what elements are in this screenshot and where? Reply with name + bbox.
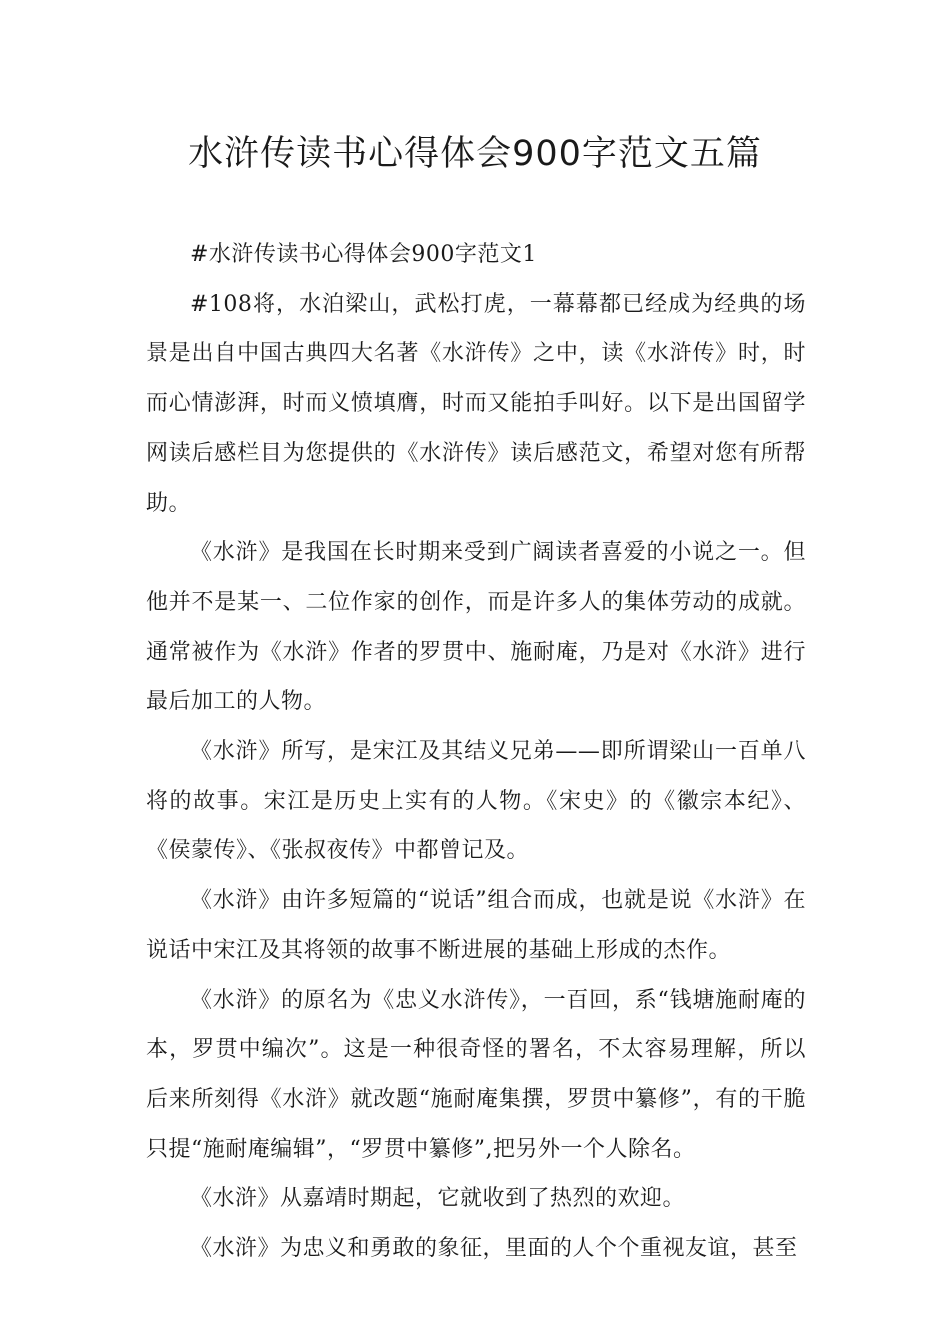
- paragraph: 《水浒》由许多短篇的“说话”组合而成，也就是说《水浒》在说话中宋江及其将领的故事不断进展的基础上形成的杰作。: [146, 888, 806, 963]
- document-title: 水浒传读书心得体会900字范文五篇: [188, 134, 762, 174]
- paragraph: 《水浒》为忠义和勇敢的象征，里面的人个个重视友谊，甚至: [190, 1236, 798, 1262]
- paragraph: 《水浒》的原名为《忠义水浒传》，一百回，系“钱塘施耐庵的本，罗贯中编次”。这是一种很奇怪的署名，不太容易理解，所以后来所刻得《水浒》就改题“施耐庵集撰，罗贯中纂修”，有的干脆只提“施耐庵编辑”，“罗贯中纂修”,把另外一个人除名。: [146, 987, 806, 1162]
- paragraph: 《水浒》所写，是宋江及其结义兄弟——即所谓梁山一百单八将的故事。宋江是历史上实有的人物。《宋史》的《徽宗本纪》、《侯蒙传》、《张叔夜传》中都曾记及。: [146, 739, 806, 864]
- paragraph: #108将，水泊梁山，武松打虎，一幕幕都已经成为经典的场景是出自中国古典四大名著《水浒传》之中，读《水浒传》时，时而心情澎湃，时而义愤填膺，时而又能拍手叫好。以下是出国留学网读后感栏目为您提供的《水浒传》读后感范文，希望对您有所帮助。: [146, 291, 806, 516]
- section-heading: #水浒传读书心得体会900字范文1: [190, 242, 537, 267]
- document-body: [146, 230, 806, 1274]
- paragraph: 《水浒》从嘉靖时期起，它就收到了热烈的欢迎。: [190, 1186, 686, 1212]
- paragraph: 《水浒》是我国在长时期来受到广阔读者喜爱的小说之一。但他并不是某一、二位作家的创作，而是许多人的集体劳动的成就。通常被作为《水浒》作者的罗贯中、施耐庵，乃是对《水浒》进行最后加工的人物。: [146, 540, 806, 715]
